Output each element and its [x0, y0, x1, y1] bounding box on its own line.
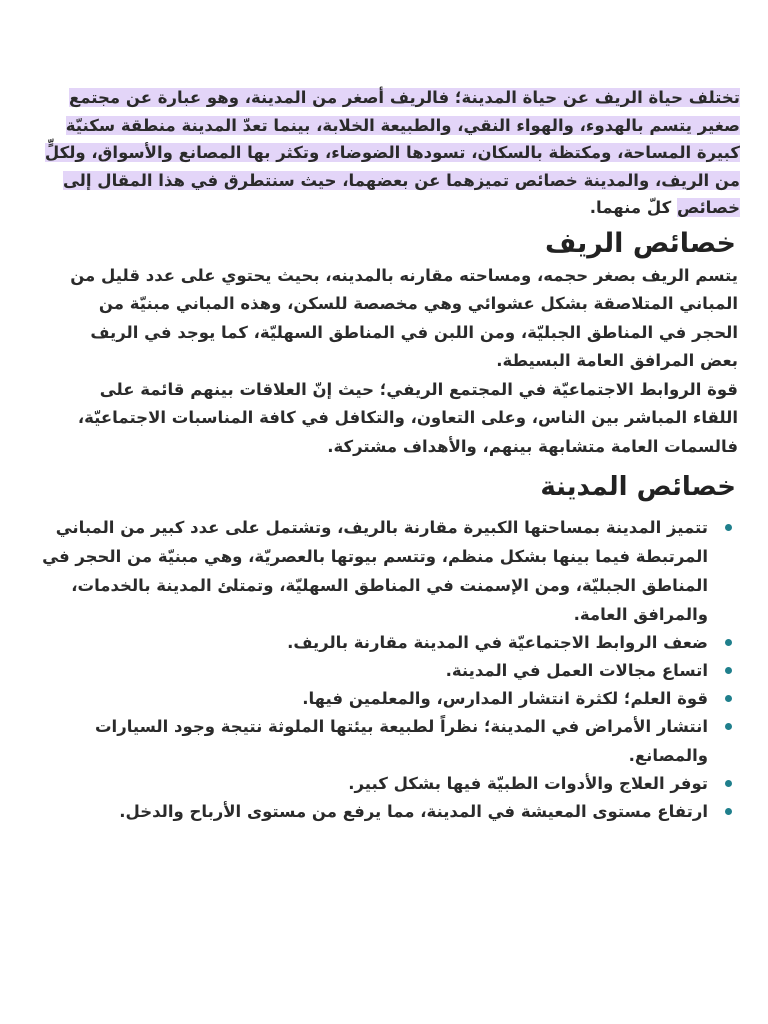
rural-paragraph: قوة الروابط الاجتماعيّة في المجتمع الريفي؛ حيث إنّ العلاقات بينهم قائمة على اللقاء المباشر بين الناس، وعلى التعاون، والتكافل في كافة المناسبات الاجتماعيّة، فالسمات العامة متشابهة بينهم، والأهداف مشتركة.	[77, 379, 738, 456]
bullet-icon	[725, 808, 732, 815]
list-item	[28, 769, 718, 798]
list-item-text: ارتفاع مستوى المعيشة في المدينة، مما يرفع من مستوى الأرباح والدخل.	[119, 802, 708, 821]
bullet-icon	[725, 780, 732, 787]
list-item	[28, 628, 718, 657]
list-item-text: توفر العلاج والأدوات الطبيّة فيها بشكل كبير.	[348, 774, 708, 793]
bullet-icon	[725, 639, 732, 646]
bullet-icon	[725, 723, 732, 730]
list-item	[28, 656, 718, 685]
city-list	[28, 513, 740, 826]
list-item	[28, 684, 718, 713]
rural-heading: خصائص الريف	[544, 227, 736, 259]
bullet-icon	[725, 524, 732, 531]
intro-tail: كلّ منهما.	[589, 198, 677, 217]
bullet-icon	[725, 695, 732, 702]
list-item	[28, 513, 718, 629]
list-item	[28, 712, 718, 770]
bullet-icon	[725, 667, 732, 674]
list-item-text: قوة العلم؛ لكثرة انتشار المدارس، والمعلمين فيها.	[302, 689, 708, 708]
rural-paragraph: يتسم الريف بصغر حجمه، ومساحته مقارنه بالمدينه، بحيث يحتوي على عدد قليل من المباني المتلاصقة بشكل عشوائي وهي مخصصة للسكن، وهذه المباني مبنيّة من الحجر في المناطق الجبليّة، ومن اللبن في المناطق السهليّة، كما يوجد في الريف بعض المرافق العامة البسيطة.	[70, 265, 738, 370]
list-item-text: ضعف الروابط الاجتماعيّة في المدينة مقارنة بالريف.	[287, 633, 708, 652]
list-item-text: اتساع مجالات العمل في المدينة.	[445, 661, 708, 680]
intro-paragraph	[28, 84, 740, 222]
list-item-text: انتشار الأمراض في المدينة؛ نظراً لطبيعة بيئتها الملوثة نتيجة وجود السيارات والمصانع.	[94, 717, 708, 765]
list-item-text: تتميز المدينة بمساحتها الكبيرة مقارنة بالريف، وتشتمل على عدد كبير من المباني المرتبطة فيما بينها بشكل منظم، وتتسم بيوتها بالعصريّة، وهي مبنيّة من الحجر في المناطق الجبليّة، ومن الإسمنت في المناطق السهليّة، وتمتلئ المدينة بالخدمات، والمرافق العامة.	[42, 518, 708, 624]
list-item	[28, 797, 718, 826]
city-heading: خصائص المدينة	[540, 472, 736, 502]
article	[28, 84, 740, 825]
highlighted-text: تختلف حياة الريف عن حياة المدينة؛ فالريف أصغر من المدينة، وهو عبارة عن مجتمع صغير يتسم بالهدوء، والهواء النقي، والطبيعة الخلابة، بينما تعدّ المدينة منطقة سكنيّة كبيرة المساحة، ومكتظة بالسكان، تسودها الضوضاء، وتكثر بها المصانع والأسواق، ولكلٍّ من الريف، والمدينة خصائص تميزهما عن بعضهما، حيث سنتطرق في هذا المقال إلى خصائص	[44, 88, 740, 217]
